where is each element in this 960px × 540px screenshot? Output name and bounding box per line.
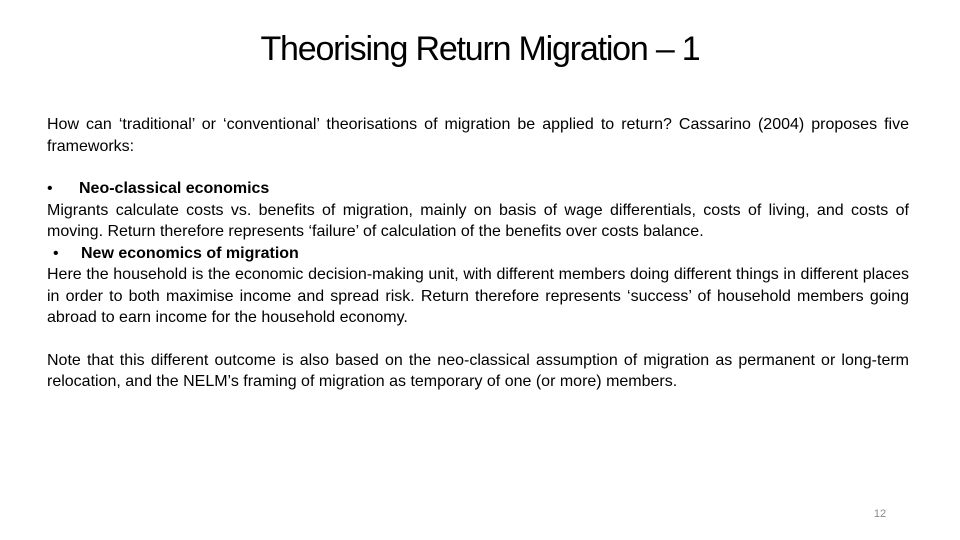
- framework-heading-new-economics: [47, 243, 909, 265]
- bullet-icon: •: [53, 244, 59, 262]
- framework-text-neoclassical: Migrants calculate costs vs. benefits of migration, mainly on basis of wage differentials, costs of living, and costs of moving. Return therefore represents ‘failure’ of calculation of the benefits over costs balance.: [47, 201, 909, 240]
- intro-paragraph: How can ‘traditional’ or ‘conventional’ theorisations of migration be applied to return? Cassarino (2004) proposes five frameworks:: [47, 116, 909, 155]
- framework-heading-neoclassical: [47, 178, 909, 200]
- framework-heading-label: Neo-classical economics: [79, 180, 270, 197]
- note-paragraph: Note that this different outcome is also based on the neo-classical assumption of migration as permanent or long-term relocation, and the NELM’s framing of migration as temporary of one (or more) members.: [47, 351, 909, 390]
- page-number: 12: [873, 508, 887, 520]
- slide-body: [47, 114, 909, 393]
- framework-heading-label: New economics of migration: [81, 244, 299, 262]
- slide-title: Theorising Return Migration – 1: [260, 30, 700, 68]
- framework-text-new-economics: Here the household is the economic decision-making unit, with different members doing different things in different places in order to both maximise income and spread risk. Return therefore represents ‘success’ of household members going abroad to earn income for the household economy.: [47, 266, 909, 326]
- bullet-icon: •: [47, 180, 53, 197]
